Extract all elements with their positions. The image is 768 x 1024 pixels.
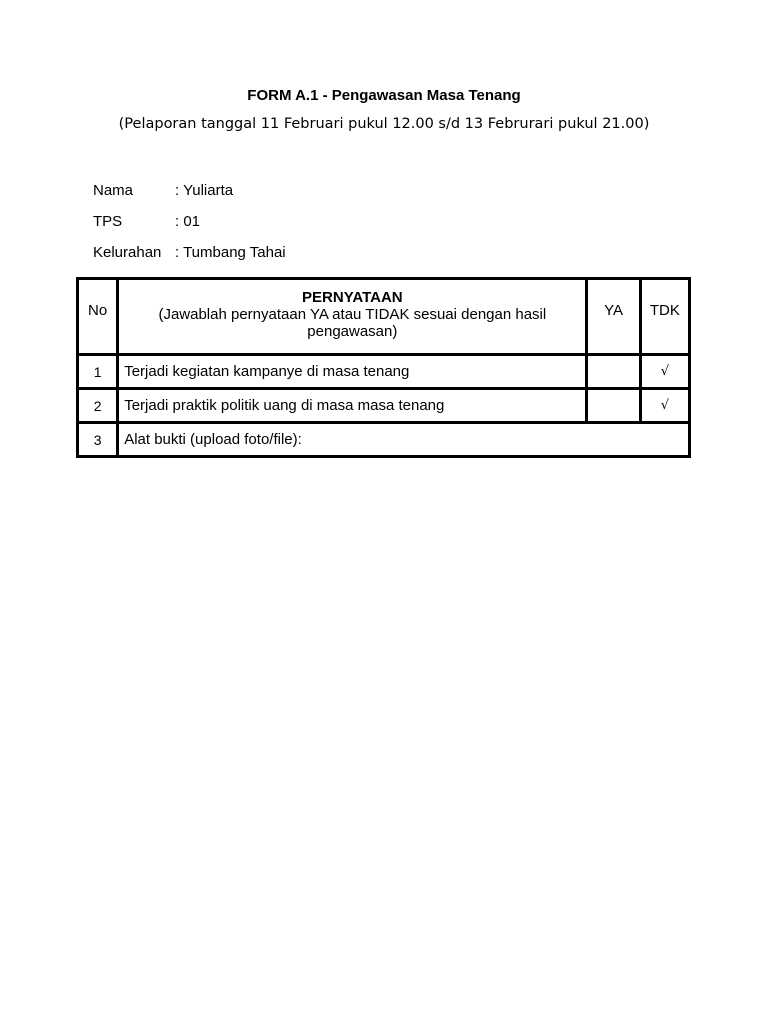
row-number: 3: [78, 423, 118, 457]
table-row: [78, 355, 690, 389]
header-statement-title: PERNYATAAN: [302, 289, 403, 306]
row-evidence-upload[interactable]: Alat bukti (upload foto/file):: [118, 423, 690, 457]
row-number: 2: [78, 389, 118, 423]
header-statement: [118, 279, 587, 355]
statement-table: [76, 277, 691, 458]
info-label: Kelurahan: [93, 244, 162, 261]
row-statement: Terjadi praktik politik uang di masa masa tenang: [118, 389, 587, 423]
info-label: TPS: [93, 213, 123, 230]
info-value: : 01: [175, 213, 201, 230]
form-title: FORM A.1 - Pengawasan Masa Tenang: [247, 87, 521, 104]
header-no: No: [78, 279, 118, 355]
header-statement-note: (Jawablah pernyataan YA atau TIDAK sesuai dengan hasil pengawasan): [158, 306, 547, 340]
row-tdk-checkmark[interactable]: √: [640, 355, 689, 389]
row-ya-cell[interactable]: [587, 389, 640, 423]
table-row: [78, 423, 690, 457]
header-tdk: TDK: [640, 279, 689, 355]
info-value: : Tumbang Tahai: [175, 244, 286, 261]
row-number: 1: [78, 355, 118, 389]
info-row-kelurahan: [93, 244, 286, 261]
info-row-nama: [93, 182, 233, 199]
row-ya-cell[interactable]: [587, 355, 640, 389]
table-row: [78, 389, 690, 423]
info-row-tps: [93, 213, 200, 230]
table-header-row: [78, 279, 690, 355]
row-tdk-checkmark[interactable]: √: [640, 389, 689, 423]
header-ya: YA: [587, 279, 640, 355]
info-value: : Yuliarta: [175, 182, 234, 199]
info-label: Nama: [93, 182, 134, 199]
row-statement: Terjadi kegiatan kampanye di masa tenang: [118, 355, 587, 389]
form-subtitle: (Pelaporan tanggal 11 Februari pukul 12.00 s/d 13 Februrari pukul 21.00): [118, 116, 650, 132]
